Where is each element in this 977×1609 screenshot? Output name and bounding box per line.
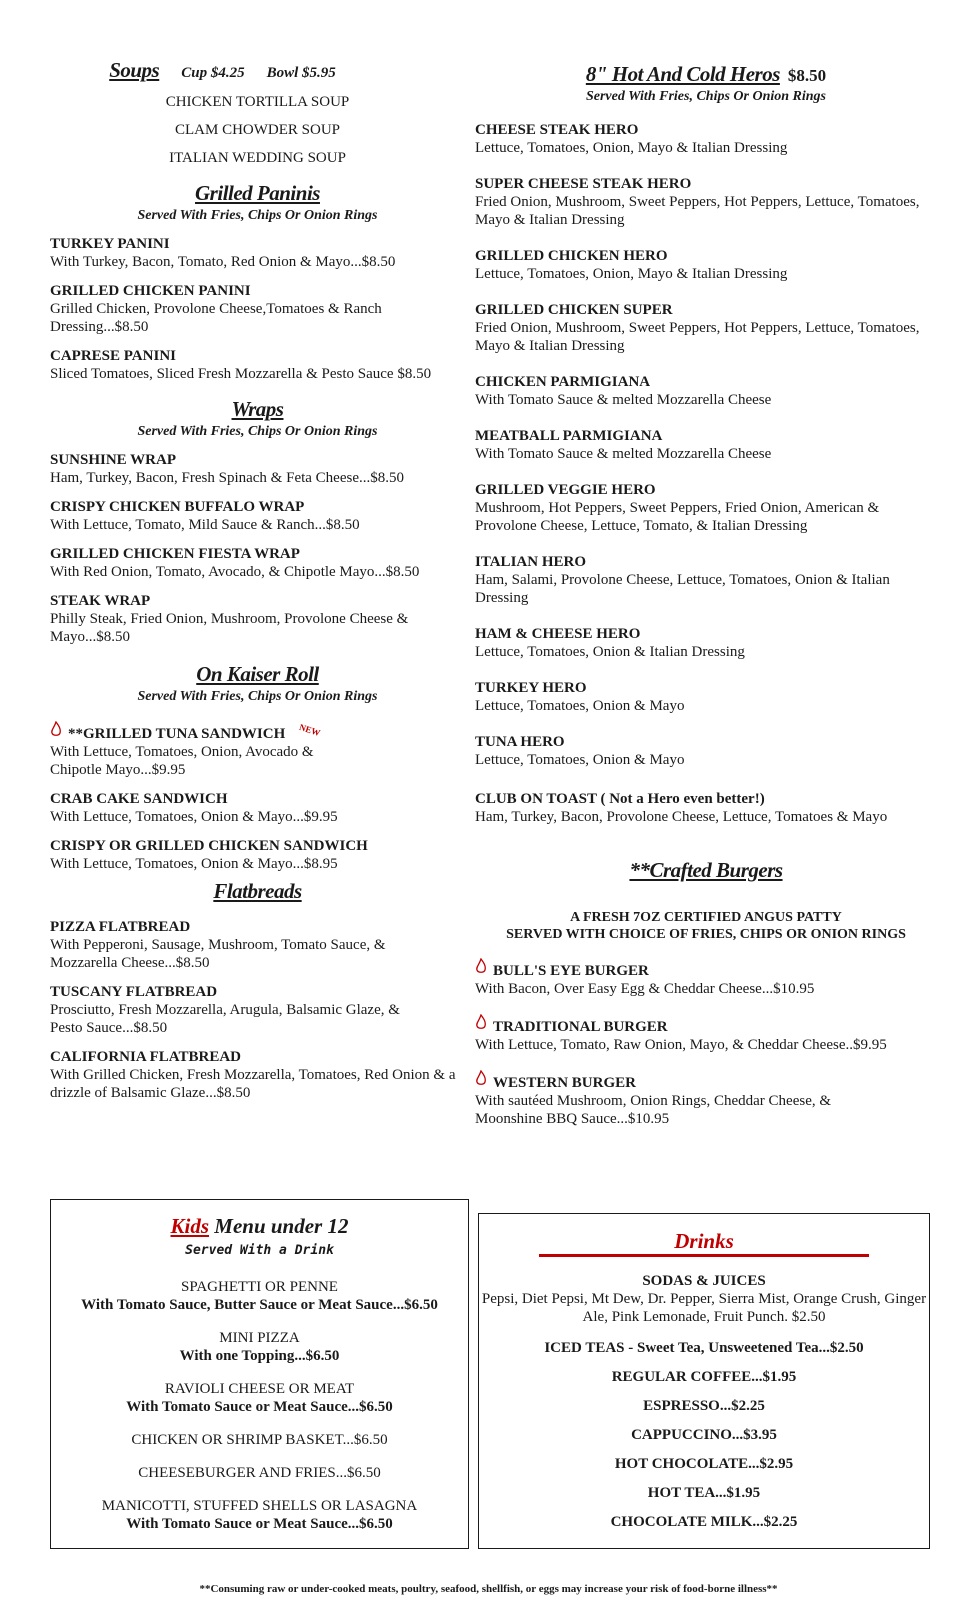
- item-desc: With Red Onion, Tomato, Avocado, & Chipotle Mayo...$8.50: [50, 564, 420, 580]
- item-name-row: [475, 958, 937, 980]
- kids-title-rest: Menu under 12: [209, 1214, 349, 1238]
- item-desc: With Grilled Chicken, Fresh Mozzarella, Tomatoes, Red Onion & a drizzle of Balsamic Glaze...$8.50: [50, 1067, 456, 1101]
- menu-item: [475, 679, 937, 715]
- menu-item: [50, 282, 465, 336]
- drink-item: ICED TEAS - Sweet Tea, Unsweetened Tea...$2.50: [544, 1340, 864, 1356]
- item-desc: Mushroom, Hot Peppers, Sweet Peppers, Fried Onion, American & Provolone Cheese, Lettuce, Tomato, & Italian Dressing: [475, 500, 880, 534]
- sodas-description: Pepsi, Diet Pepsi, Mt Dew, Dr. Pepper, Sierra Mist, Orange Crush, Ginger Ale, Pink Lemonade, Fruit Punch. $2.50: [481, 1291, 927, 1325]
- kids-menu-box: [50, 1199, 469, 1549]
- item-name: CHICKEN PARMIGIANA: [475, 374, 651, 390]
- flame-icon: [50, 721, 62, 743]
- left-column: [50, 58, 465, 1102]
- item-desc: With Lettuce, Tomatoes, Onion & Mayo...$9.95: [50, 809, 338, 825]
- burgers-intro: [475, 909, 937, 943]
- drink-item: REGULAR COFFEE...$1.95: [611, 1369, 797, 1385]
- item-name: CRISPY OR GRILLED CHICKEN SANDWICH: [50, 838, 368, 854]
- kids-item-desc: With Tomato Sauce or Meat Sauce...$6.50: [126, 1516, 393, 1532]
- item-desc: Fried Onion, Mushroom, Sweet Peppers, Hot Peppers, Lettuce, Tomatoes, Mayo & Italian Dressing: [475, 320, 920, 354]
- item-desc: With Tomato Sauce & melted Mozzarella Cheese: [475, 392, 772, 408]
- item-desc: With Tomato Sauce & melted Mozzarella Cheese: [475, 446, 772, 462]
- item-desc: With Lettuce, Tomatoes, Onion, Avocado & Chipotle Mayo...$9.95: [50, 744, 314, 778]
- menu-item: [50, 721, 465, 779]
- item-desc: Lettuce, Tomatoes, Onion, Mayo & Italian Dressing: [475, 266, 788, 282]
- item-name: GRILLED CHICKEN FIESTA WRAP: [50, 546, 300, 562]
- flame-icon: [475, 1014, 487, 1036]
- item-name: TURKEY PANINI: [50, 236, 170, 252]
- kids-item: [51, 1329, 468, 1365]
- drink-item: CHOCOLATE MILK...$2.25: [610, 1514, 798, 1530]
- item-desc: Fried Onion, Mushroom, Sweet Peppers, Hot Peppers, Lettuce, Tomatoes, Mayo & Italian Dressing: [475, 194, 920, 228]
- item-name: CALIFORNIA FLATBREAD: [50, 1049, 241, 1065]
- sodas-heading: SODAS & JUICES: [642, 1273, 766, 1289]
- menu-item: [475, 625, 937, 661]
- kids-item-desc: With Tomato Sauce or Meat Sauce...$6.50: [126, 1399, 393, 1415]
- paninis-subtitle: Served With Fries, Chips Or Onion Rings: [137, 208, 378, 223]
- drink-item: HOT CHOCOLATE...$2.95: [614, 1456, 794, 1472]
- menu-item: [50, 837, 465, 873]
- paninis-title: Grilled Paninis: [195, 181, 320, 205]
- item-name: ITALIAN HERO: [475, 554, 586, 570]
- kids-item-name: CHICKEN OR SHRIMP BASKET...$6.50: [131, 1432, 388, 1448]
- item-desc: Lettuce, Tomatoes, Onion & Mayo: [475, 698, 685, 714]
- heros-subtitle: Served With Fries, Chips Or Onion Rings: [585, 89, 826, 104]
- item-name: TURKEY HERO: [475, 680, 587, 696]
- kids-item: [51, 1278, 468, 1314]
- wraps-title: Wraps: [231, 397, 284, 421]
- item-name: GRILLED CHICKEN HERO: [475, 248, 668, 264]
- soup-item: ITALIAN WEDDING SOUP: [169, 150, 346, 166]
- kids-item: [51, 1464, 468, 1482]
- wraps-subtitle: Served With Fries, Chips Or Onion Rings: [137, 424, 378, 439]
- item-desc: Ham, Turkey, Bacon, Fresh Spinach & Feta Cheese...$8.50: [50, 470, 404, 486]
- footer-disclaimer: **Consuming raw or under-cooked meats, poultry, seafood, shellfish, or eggs may increase your risk of food-borne illness**: [199, 1583, 778, 1595]
- soup-item: CHICKEN TORTILLA SOUP: [165, 94, 350, 110]
- kaiser-title: On Kaiser Roll: [196, 662, 319, 686]
- item-name: GRILLED VEGGIE HERO: [475, 482, 656, 498]
- item-desc: Sliced Tomatoes, Sliced Fresh Mozzarella & Pesto Sauce $8.50: [50, 366, 432, 382]
- menu-item: [50, 790, 465, 826]
- burgers-intro-line2: SERVED WITH CHOICE OF FRIES, CHIPS OR ONION RINGS: [506, 927, 906, 942]
- menu-item: [475, 1014, 937, 1054]
- menu-item: [50, 451, 465, 487]
- kids-item-name: RAVIOLI CHEESE OR MEAT: [164, 1381, 355, 1397]
- item-name: CRAB CAKE SANDWICH: [50, 791, 228, 807]
- soups-header: [0, 58, 465, 83]
- menu-item: [50, 983, 465, 1037]
- kids-title-red: Kids: [170, 1214, 210, 1238]
- menu-item: [475, 733, 937, 769]
- soup-item: CLAM CHOWDER SOUP: [174, 122, 340, 138]
- menu-item: [475, 121, 937, 157]
- item-name: SUPER CHEESE STEAK HERO: [475, 176, 692, 192]
- menu-item: [50, 498, 465, 534]
- menu-item: [475, 175, 937, 229]
- menu-item: [475, 553, 937, 607]
- menu-item: [50, 592, 465, 646]
- kids-item: [51, 1431, 468, 1449]
- menu-item: [475, 481, 937, 535]
- menu-item: [50, 545, 465, 581]
- item-desc: Prosciutto, Fresh Mozzarella, Arugula, Balsamic Glaze, & Pesto Sauce...$8.50: [50, 1002, 400, 1036]
- item-desc: With Turkey, Bacon, Tomato, Red Onion & Mayo...$8.50: [50, 254, 396, 270]
- item-name: TUNA HERO: [475, 734, 565, 750]
- item-desc: With Lettuce, Tomatoes, Onion & Mayo...$8.95: [50, 856, 338, 872]
- burgers-intro-line1: A FRESH 7OZ CERTIFIED ANGUS PATTY: [570, 910, 842, 925]
- item-name: CAPRESE PANINI: [50, 348, 176, 364]
- item-desc: Ham, Turkey, Bacon, Provolone Cheese, Lettuce, Tomatoes & Mayo: [475, 809, 888, 825]
- soups-cup-price: Cup $4.25: [181, 65, 245, 81]
- drinks-box: [478, 1213, 930, 1549]
- item-name: GRILLED CHICKEN PANINI: [50, 283, 251, 299]
- kids-item: [51, 1380, 468, 1416]
- item-desc: With Lettuce, Tomato, Raw Onion, Mayo, & Cheddar Cheese..$9.95: [475, 1037, 887, 1053]
- item-name: GRILLED CHICKEN SUPER: [475, 302, 673, 318]
- heros-title: 8" Hot And Cold Heros: [585, 62, 780, 86]
- item-name: MEATBALL PARMIGIANA: [475, 428, 663, 444]
- item-desc: Lettuce, Tomatoes, Onion & Italian Dressing: [475, 644, 745, 660]
- item-name-row: [475, 1014, 937, 1036]
- item-name: BULL'S EYE BURGER: [493, 963, 649, 979]
- drink-item: HOT TEA...$1.95: [647, 1485, 761, 1501]
- item-desc: Philly Steak, Fried Onion, Mushroom, Provolone Cheese & Mayo...$8.50: [50, 611, 409, 645]
- item-name-row: [50, 721, 465, 743]
- drink-item: CAPPUCCINO...$3.95: [631, 1427, 777, 1443]
- item-desc: Ham, Salami, Provolone Cheese, Lettuce, Tomatoes, Onion & Italian Dressing: [475, 572, 890, 606]
- menu-item: [475, 247, 937, 283]
- flame-icon: [475, 1070, 487, 1092]
- item-name: CLUB ON TOAST ( Not a Hero even better!): [475, 791, 765, 807]
- item-name: HAM & CHEESE HERO: [475, 626, 641, 642]
- kids-subtitle: Served With a Drink: [185, 1243, 334, 1258]
- item-name: TUSCANY FLATBREAD: [50, 984, 218, 1000]
- item-desc: With Lettuce, Tomato, Mild Sauce & Ranch...$8.50: [50, 517, 360, 533]
- item-desc: With Bacon, Over Easy Egg & Cheddar Cheese...$10.95: [475, 981, 815, 997]
- menu-item: [475, 427, 937, 463]
- menu-item: [475, 790, 937, 826]
- burgers-title: **Crafted Burgers: [629, 858, 783, 882]
- item-name: WESTERN BURGER: [493, 1075, 636, 1091]
- item-desc: Lettuce, Tomatoes, Onion, Mayo & Italian Dressing: [475, 140, 788, 156]
- menu-item: [475, 373, 937, 409]
- soups-title: Soups: [109, 58, 160, 82]
- kids-title: [51, 1214, 468, 1239]
- menu-item: [50, 1048, 465, 1102]
- item-name-row: [475, 1070, 937, 1092]
- drinks-title: Drinks: [539, 1228, 869, 1257]
- item-name: **GRILLED TUNA SANDWICH: [68, 726, 286, 742]
- menu-item: [475, 301, 937, 355]
- kids-item-name: MINI PIZZA: [219, 1330, 300, 1346]
- flame-icon: [475, 958, 487, 980]
- item-name: PIZZA FLATBREAD: [50, 919, 191, 935]
- flatbreads-title: Flatbreads: [213, 879, 302, 903]
- new-badge: NEW: [298, 721, 322, 739]
- kids-item-name: CHEESEBURGER AND FRIES...$6.50: [138, 1465, 381, 1481]
- menu-item: [475, 958, 937, 998]
- item-name: CHEESE STEAK HERO: [475, 122, 639, 138]
- kaiser-subtitle: Served With Fries, Chips Or Onion Rings: [137, 689, 378, 704]
- menu-item: [475, 1070, 937, 1128]
- kids-item-name: SPAGHETTI OR PENNE: [181, 1279, 338, 1295]
- menu-item: [50, 918, 465, 972]
- menu-item: [50, 235, 465, 271]
- kids-item: [51, 1497, 468, 1533]
- item-desc: With sautéed Mushroom, Onion Rings, Cheddar Cheese, & Moonshine BBQ Sauce...$10.95: [475, 1093, 832, 1127]
- item-name: STEAK WRAP: [50, 593, 151, 609]
- item-name: SUNSHINE WRAP: [50, 452, 176, 468]
- kids-item-desc: With one Topping...$6.50: [179, 1348, 340, 1364]
- soups-bowl-price: Bowl $5.95: [266, 65, 336, 81]
- right-column: [475, 62, 937, 1128]
- heros-header: [475, 62, 937, 87]
- item-desc: With Pepperoni, Sausage, Mushroom, Tomato Sauce, & Mozzarella Cheese...$8.50: [50, 937, 386, 971]
- item-name: CRISPY CHICKEN BUFFALO WRAP: [50, 499, 305, 515]
- kids-item-desc: With Tomato Sauce, Butter Sauce or Meat Sauce...$6.50: [81, 1297, 438, 1313]
- item-desc: Grilled Chicken, Provolone Cheese,Tomatoes & Ranch Dressing...$8.50: [50, 301, 382, 335]
- menu-item: [50, 347, 465, 383]
- kids-item-name: MANICOTTI, STUFFED SHELLS OR LASAGNA: [101, 1498, 418, 1514]
- item-desc: Lettuce, Tomatoes, Onion & Mayo: [475, 752, 685, 768]
- heros-price: $8.50: [787, 66, 827, 85]
- drink-item: ESPRESSO...$2.25: [643, 1398, 765, 1414]
- item-name: TRADITIONAL BURGER: [493, 1019, 668, 1035]
